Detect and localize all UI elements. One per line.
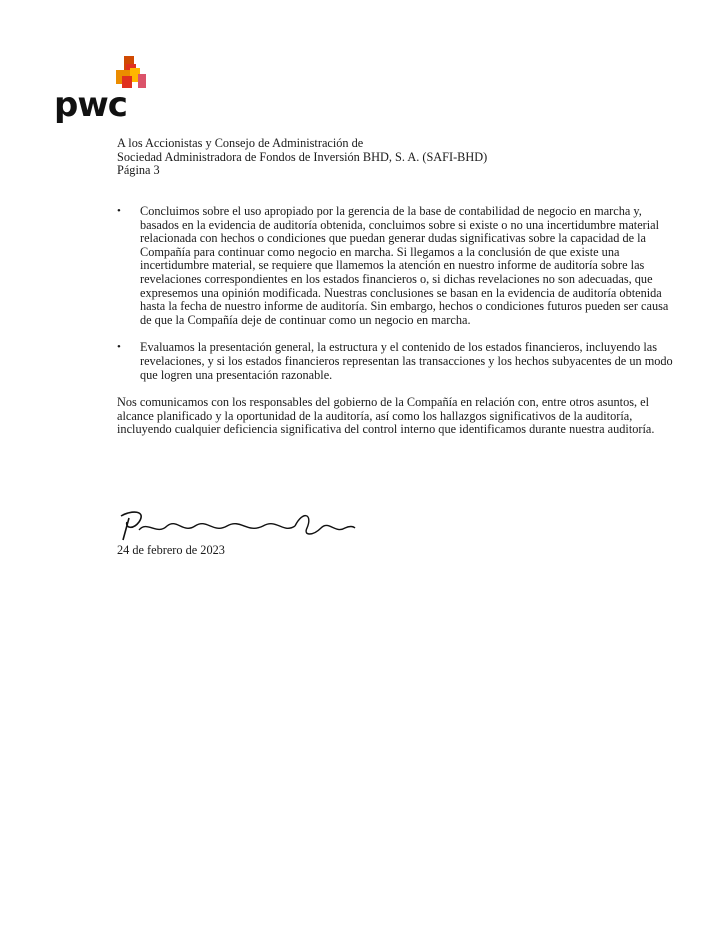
- addressee-company: Sociedad Administradora de Fondos de Inversión BHD, S. A. (SAFI-BHD): [117, 149, 488, 164]
- page-number: Página 3: [117, 163, 160, 178]
- pwc-logo: [54, 56, 154, 130]
- bullet-paragraph: [117, 341, 677, 382]
- report-body: [117, 205, 677, 437]
- bullet-icon: •: [117, 341, 121, 354]
- signature-icon: [117, 506, 357, 546]
- bullet-text: Concluimos sobre el uso apropiado por la gerencia de la base de contabilidad de negocio en marcha y, basados en la evidencia de auditoría obtenida, concluimos sobre si existe o no una incertidumbre material relacionada con hechos o condiciones que puedan generar dudas significativas sobre la capacidad de la Compañía para continuar como negocio en marcha. Si llegamos a la conclusión de que existe una incertidumbre material, se requiere que llamemos la atención en nuestro informe de auditoría sobre las revelaciones correspondientes en los estados financieros o, si dichas revelaciones no son adecuadas, que expresemos una opinión modificada. Nuestras conclusiones se basan en la evidencia de auditoría obtenida hasta la fecha de nuestro informe de auditoría. Sin embargo, hechos o condiciones futuros pueden ser causa de que la Compañía deje de continuar como un negocio en marcha.: [140, 204, 669, 327]
- report-date: 24 de febrero de 2023: [117, 543, 225, 557]
- addressee-block: [117, 137, 487, 178]
- closing-paragraph: Nos comunicamos con los responsables del gobierno de la Compañía en relación con, entre otros asuntos, el alcance planificado y la oportunidad de la auditoría, así como los hallazgos significativos de la auditoría, incluyendo cualquier deficiencia significativa del control interno que identificamos durante nuestra auditoría.: [117, 395, 655, 437]
- pwc-logo-text: pwc: [54, 85, 127, 125]
- bullet-text: Evaluamos la presentación general, la estructura y el contenido de los estados financieros, incluyendo las revelaciones, y si los estados financieros representan las transacciones y los hechos subyacentes de un modo que logren una presentación razonable.: [140, 340, 673, 382]
- addressee-line: A los Accionistas y Consejo de Administración de: [117, 136, 364, 150]
- bullet-paragraph: [117, 205, 677, 327]
- bullet-icon: •: [117, 205, 121, 217]
